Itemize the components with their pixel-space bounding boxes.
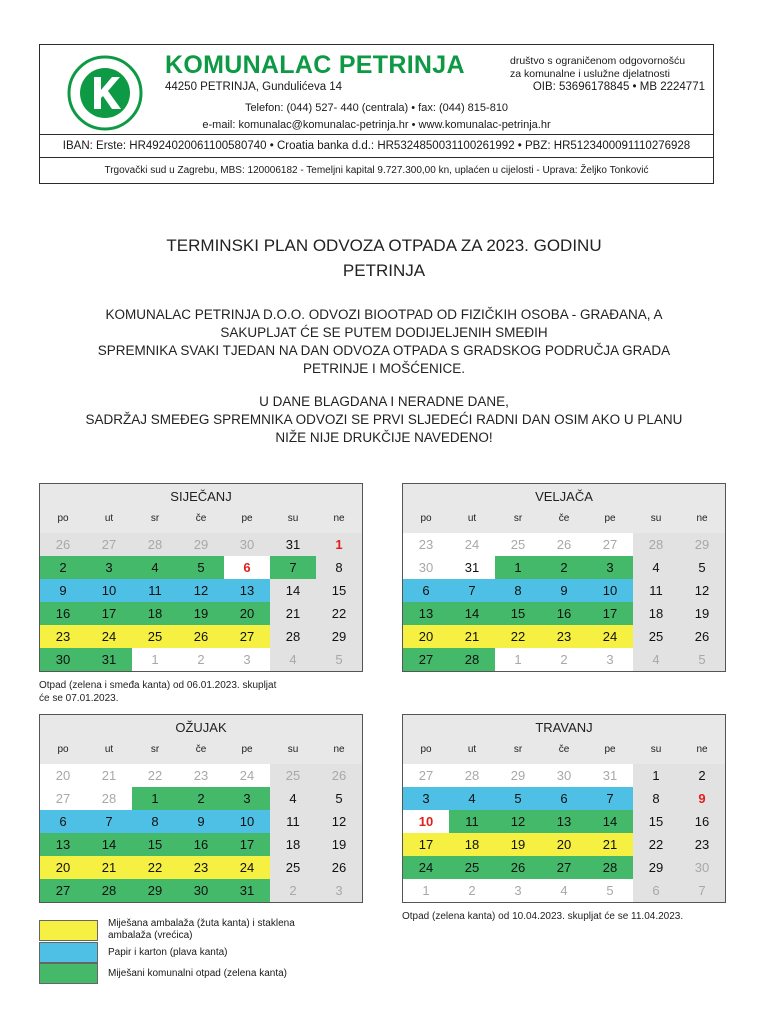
day-cell: 13 [40, 833, 86, 856]
day-cell: 25 [270, 764, 316, 787]
day-cell: 20 [224, 602, 270, 625]
day-cell: 18 [633, 602, 679, 625]
day-cell: 30 [178, 879, 224, 902]
day-cell: 14 [86, 833, 132, 856]
day-cell: 28 [449, 648, 495, 671]
day-cell: 4 [633, 648, 679, 671]
day-cell: 26 [40, 533, 86, 556]
day-cell: 18 [270, 833, 316, 856]
day-cell: 5 [178, 556, 224, 579]
day-cell: 24 [449, 533, 495, 556]
week-row [403, 810, 725, 833]
day-cell: 3 [587, 648, 633, 671]
day-cell: 10 [224, 810, 270, 833]
note-line: će se 07.01.2023. [39, 693, 119, 704]
color-legend [39, 918, 328, 984]
day-cell: 3 [224, 787, 270, 810]
weekday-label: ne [333, 744, 345, 755]
april-note [402, 910, 742, 923]
week-row [40, 579, 362, 602]
week-row [40, 879, 362, 902]
calendar-january [39, 483, 363, 672]
day-cell: 25 [449, 856, 495, 879]
day-cell: 11 [132, 579, 178, 602]
weekday-label: ut [104, 744, 114, 755]
week-row [40, 533, 362, 556]
day-cell: 19 [679, 602, 725, 625]
month-title: SIJEČANJ [170, 489, 232, 504]
day-cell: 4 [270, 648, 316, 671]
company-name: KOMUNALAC PETRINJA [165, 51, 465, 79]
day-cell: 27 [587, 533, 633, 556]
weekday-label: su [650, 744, 662, 755]
day-cell: 20 [403, 625, 449, 648]
weekday-header [40, 508, 362, 533]
weekday-label: ut [467, 513, 477, 524]
day-cell: 6 [403, 579, 449, 602]
day-cell: 17 [224, 833, 270, 856]
day-cell: 31 [86, 648, 132, 671]
day-cell: 27 [541, 856, 587, 879]
day-cell: 9 [178, 810, 224, 833]
day-cell: 27 [403, 648, 449, 671]
legal-form-line: za komunalne i uslužne djelatnosti [510, 67, 670, 80]
week-row [40, 602, 362, 625]
week-row [40, 810, 362, 833]
day-cell: 20 [40, 764, 86, 787]
day-cell: 17 [587, 602, 633, 625]
legend-item-blue [39, 942, 328, 963]
day-cell: 25 [495, 533, 541, 556]
day-cell: 24 [587, 625, 633, 648]
day-cell: 23 [541, 625, 587, 648]
day-cell: 28 [86, 879, 132, 902]
day-cell: 21 [449, 625, 495, 648]
day-cell: 29 [495, 764, 541, 787]
day-cell: 15 [633, 810, 679, 833]
day-cell: 29 [132, 879, 178, 902]
day-cell: 30 [541, 764, 587, 787]
day-cell: 9 [679, 787, 725, 810]
day-cell: 10 [86, 579, 132, 602]
day-cell: 4 [633, 556, 679, 579]
weekday-label: pe [604, 744, 616, 755]
day-cell: 5 [495, 787, 541, 810]
legend-label: Miješana ambalaža (žuta kanta) i staklena ambalaža (vrećica) [108, 918, 295, 941]
calendar-april [402, 714, 726, 903]
day-cell: 8 [495, 579, 541, 602]
day-cell: 30 [224, 533, 270, 556]
weekday-label: su [287, 513, 299, 524]
day-cell: 11 [449, 810, 495, 833]
notice-line: SAKUPLJAT ĆE SE PUTEM DODIJELJENIH SMEĐIH [220, 325, 548, 340]
day-cell: 1 [132, 648, 178, 671]
day-cell: 31 [270, 533, 316, 556]
day-cell: 28 [587, 856, 633, 879]
weekday-label: su [650, 513, 662, 524]
day-cell: 30 [403, 556, 449, 579]
day-cell: 18 [449, 833, 495, 856]
holiday-notice [0, 393, 768, 447]
weekday-header [40, 739, 362, 764]
day-cell: 5 [316, 787, 362, 810]
day-cell: 26 [541, 533, 587, 556]
day-cell: 3 [316, 879, 362, 902]
weekday-label: ut [104, 513, 114, 524]
day-cell: 26 [679, 625, 725, 648]
day-cell: 9 [541, 579, 587, 602]
day-cell: 5 [587, 879, 633, 902]
day-cell: 23 [403, 533, 449, 556]
legend-label: Papir i karton (plava kanta) [108, 946, 228, 958]
week-row [403, 625, 725, 648]
calendar-february [402, 483, 726, 672]
january-note [39, 679, 369, 705]
legal-form [510, 55, 685, 80]
day-cell: 2 [178, 787, 224, 810]
week-row [403, 648, 725, 671]
day-cell: 25 [633, 625, 679, 648]
day-cell: 15 [316, 579, 362, 602]
day-cell: 3 [587, 556, 633, 579]
day-cell: 27 [86, 533, 132, 556]
week-row [403, 579, 725, 602]
day-cell: 5 [679, 648, 725, 671]
day-cell: 30 [679, 856, 725, 879]
weekday-label: če [558, 744, 570, 755]
week-row [403, 556, 725, 579]
day-cell: 17 [403, 833, 449, 856]
day-cell: 7 [587, 787, 633, 810]
blue-swatch [39, 942, 98, 963]
day-cell: 21 [587, 833, 633, 856]
day-cell: 13 [403, 602, 449, 625]
week-row [403, 833, 725, 856]
day-cell: 15 [132, 833, 178, 856]
weekday-label: sr [150, 513, 160, 524]
day-cell: 3 [86, 556, 132, 579]
day-cell: 25 [132, 625, 178, 648]
day-cell: 23 [40, 625, 86, 648]
day-cell: 31 [224, 879, 270, 902]
day-cell: 11 [633, 579, 679, 602]
day-cell: 21 [270, 602, 316, 625]
day-cell: 24 [403, 856, 449, 879]
day-cell: 5 [679, 556, 725, 579]
weekday-label: po [420, 513, 432, 524]
day-cell: 28 [270, 625, 316, 648]
month-title: VELJAČA [535, 489, 593, 504]
iban-row: IBAN: Erste: HR4924020061100580740 • Croatia banka d.d.: HR5324850031100261992 • PBZ: HR5123400091110276928 [40, 134, 713, 158]
day-cell: 16 [40, 602, 86, 625]
day-cell: 19 [495, 833, 541, 856]
company-ids: OIB: 53696178845 • MB 2224771 [532, 81, 705, 93]
day-cell: 16 [178, 833, 224, 856]
day-cell: 4 [132, 556, 178, 579]
day-cell: 8 [633, 787, 679, 810]
day-cell: 10 [587, 579, 633, 602]
weekday-label: po [420, 744, 432, 755]
day-cell: 31 [449, 556, 495, 579]
weekday-label: če [558, 513, 570, 524]
day-cell: 1 [495, 556, 541, 579]
day-cell: 21 [86, 856, 132, 879]
day-cell: 12 [178, 579, 224, 602]
day-cell: 17 [86, 602, 132, 625]
day-cell: 27 [403, 764, 449, 787]
day-cell: 27 [224, 625, 270, 648]
day-cell: 2 [541, 556, 587, 579]
day-cell: 7 [270, 556, 316, 579]
day-cell: 18 [132, 602, 178, 625]
day-cell: 12 [495, 810, 541, 833]
week-row [403, 533, 725, 556]
day-cell: 24 [86, 625, 132, 648]
day-cell: 16 [541, 602, 587, 625]
week-row [40, 787, 362, 810]
weekday-label: po [57, 513, 69, 524]
day-cell: 7 [449, 579, 495, 602]
day-cell: 9 [40, 579, 86, 602]
day-cell: 7 [86, 810, 132, 833]
day-cell: 21 [86, 764, 132, 787]
day-cell: 23 [178, 856, 224, 879]
company-header [39, 44, 714, 184]
biowaste-notice [0, 306, 768, 378]
day-cell: 10 [403, 810, 449, 833]
day-cell: 4 [449, 787, 495, 810]
day-cell: 20 [40, 856, 86, 879]
day-cell: 27 [40, 787, 86, 810]
day-cell: 19 [178, 602, 224, 625]
weekday-label: su [287, 744, 299, 755]
day-cell: 13 [541, 810, 587, 833]
weekday-label: pe [241, 513, 253, 524]
note-line: Otpad (zelena i smeđa kanta) od 06.01.2023. skupljat [39, 680, 277, 691]
week-row [403, 787, 725, 810]
day-cell: 26 [316, 856, 362, 879]
day-cell: 26 [316, 764, 362, 787]
legend-item-yellow [39, 918, 328, 942]
day-cell: 6 [224, 556, 270, 579]
day-cell: 1 [403, 879, 449, 902]
day-cell: 22 [132, 856, 178, 879]
weekday-label: po [57, 744, 69, 755]
weekday-label: ne [696, 744, 708, 755]
day-cell: 28 [86, 787, 132, 810]
legend-label: Miješani komunalni otpad (zelena kanta) [108, 967, 287, 979]
calendar-march [39, 714, 363, 903]
legal-form-line: društvo s ograničenom odgovornošću [510, 55, 686, 67]
day-cell: 2 [270, 879, 316, 902]
day-cell: 29 [679, 533, 725, 556]
day-cell: 30 [40, 648, 86, 671]
day-cell: 6 [541, 787, 587, 810]
phone-fax: Telefon: (044) 527- 440 (centrala) • fax: (044) 815-810 [244, 102, 509, 114]
weekday-label: pe [241, 744, 253, 755]
notice-line: SADRŽAJ SMEĐEG SPREMNIKA ODVOZI SE PRVI SLJEDEĆI RADNI DAN OSIM AKO U PLANU [85, 412, 683, 427]
weekday-label: če [195, 513, 207, 524]
notice-line: NIŽE NIJE DRUKČIJE NAVEDENO! [275, 430, 493, 445]
day-cell: 6 [633, 879, 679, 902]
week-row [40, 764, 362, 787]
document-subtitle: PETRINJA [342, 261, 426, 280]
week-row [403, 764, 725, 787]
day-cell: 14 [270, 579, 316, 602]
court-registration: Trgovački sud u Zagrebu, MBS: 120006182 - Temeljni kapital 9.727.300,00 kn, uplaćen u cijelosti - Uprava: Željko Tonković [104, 165, 649, 176]
week-row [40, 833, 362, 856]
day-cell: 1 [633, 764, 679, 787]
day-cell: 15 [495, 602, 541, 625]
day-cell: 28 [449, 764, 495, 787]
week-row [40, 856, 362, 879]
weekday-header [403, 508, 725, 533]
document-title: TERMINSKI PLAN ODVOZA OTPADA ZA 2023. GODINU [166, 236, 602, 255]
notice-line: U DANE BLAGDANA I NERADNE DANE, [259, 394, 509, 409]
day-cell: 26 [178, 625, 224, 648]
day-cell: 24 [224, 856, 270, 879]
week-row [40, 648, 362, 671]
day-cell: 1 [316, 533, 362, 556]
day-cell: 16 [679, 810, 725, 833]
day-cell: 1 [132, 787, 178, 810]
day-cell: 24 [224, 764, 270, 787]
day-cell: 14 [449, 602, 495, 625]
notice-line: PETRINJE I MOŠĆENICE. [302, 361, 466, 376]
day-cell: 25 [270, 856, 316, 879]
weekday-label: če [195, 744, 207, 755]
weekday-label: ut [467, 744, 477, 755]
green-swatch [39, 963, 98, 984]
day-cell: 11 [270, 810, 316, 833]
company-address: 44250 PETRINJA, Gundulićeva 14 [165, 81, 343, 93]
day-cell: 3 [403, 787, 449, 810]
weekday-label: sr [513, 744, 523, 755]
day-cell: 23 [679, 833, 725, 856]
day-cell: 4 [270, 787, 316, 810]
day-cell: 29 [633, 856, 679, 879]
day-cell: 12 [316, 810, 362, 833]
notice-line: KOMUNALAC PETRINJA D.O.O. ODVOZI BIOOTPAD OD FIZIČKIH OSOBA - GRAĐANA, A [105, 307, 663, 322]
weekday-label: ne [696, 513, 708, 524]
notice-line: SPREMNIKA SVAKI TJEDAN NA DAN ODVOZA OTPADA S GRADSKOG PODRUČJA GRADA [97, 343, 671, 358]
day-cell: 8 [316, 556, 362, 579]
day-cell: 22 [495, 625, 541, 648]
day-cell: 29 [316, 625, 362, 648]
day-cell: 8 [132, 810, 178, 833]
day-cell: 22 [316, 602, 362, 625]
day-cell: 5 [316, 648, 362, 671]
day-cell: 1 [495, 648, 541, 671]
day-cell: 22 [633, 833, 679, 856]
day-cell: 3 [224, 648, 270, 671]
day-cell: 28 [633, 533, 679, 556]
day-cell: 13 [224, 579, 270, 602]
email-web: e-mail: komunalac@komunalac-petrinja.hr • www.komunalac-petrinja.hr [202, 119, 551, 131]
day-cell: 2 [178, 648, 224, 671]
day-cell: 2 [40, 556, 86, 579]
weekday-label: pe [604, 513, 616, 524]
week-row [40, 556, 362, 579]
weekday-label: sr [513, 513, 523, 524]
day-cell: 27 [40, 879, 86, 902]
day-cell: 6 [40, 810, 86, 833]
day-cell: 19 [316, 833, 362, 856]
day-cell: 4 [541, 879, 587, 902]
month-title: OŽUJAK [175, 720, 227, 735]
day-cell: 26 [495, 856, 541, 879]
note-line: Otpad (zelena kanta) od 10.04.2023. skupljat će se 11.04.2023. [402, 911, 684, 922]
legend-item-green [39, 963, 328, 984]
day-cell: 7 [679, 879, 725, 902]
day-cell: 2 [541, 648, 587, 671]
day-cell: 2 [449, 879, 495, 902]
month-title: TRAVANJ [535, 720, 593, 735]
day-cell: 3 [495, 879, 541, 902]
day-cell: 29 [178, 533, 224, 556]
day-cell: 31 [587, 764, 633, 787]
weekday-header [403, 739, 725, 764]
week-row [403, 602, 725, 625]
day-cell: 28 [132, 533, 178, 556]
day-cell: 12 [679, 579, 725, 602]
day-cell: 20 [541, 833, 587, 856]
week-row [403, 856, 725, 879]
day-cell: 2 [679, 764, 725, 787]
weekday-label: sr [150, 744, 160, 755]
week-row [40, 625, 362, 648]
day-cell: 23 [178, 764, 224, 787]
weekday-label: ne [333, 513, 345, 524]
day-cell: 14 [587, 810, 633, 833]
day-cell: 22 [132, 764, 178, 787]
week-row [403, 879, 725, 902]
yellow-swatch [39, 920, 98, 941]
